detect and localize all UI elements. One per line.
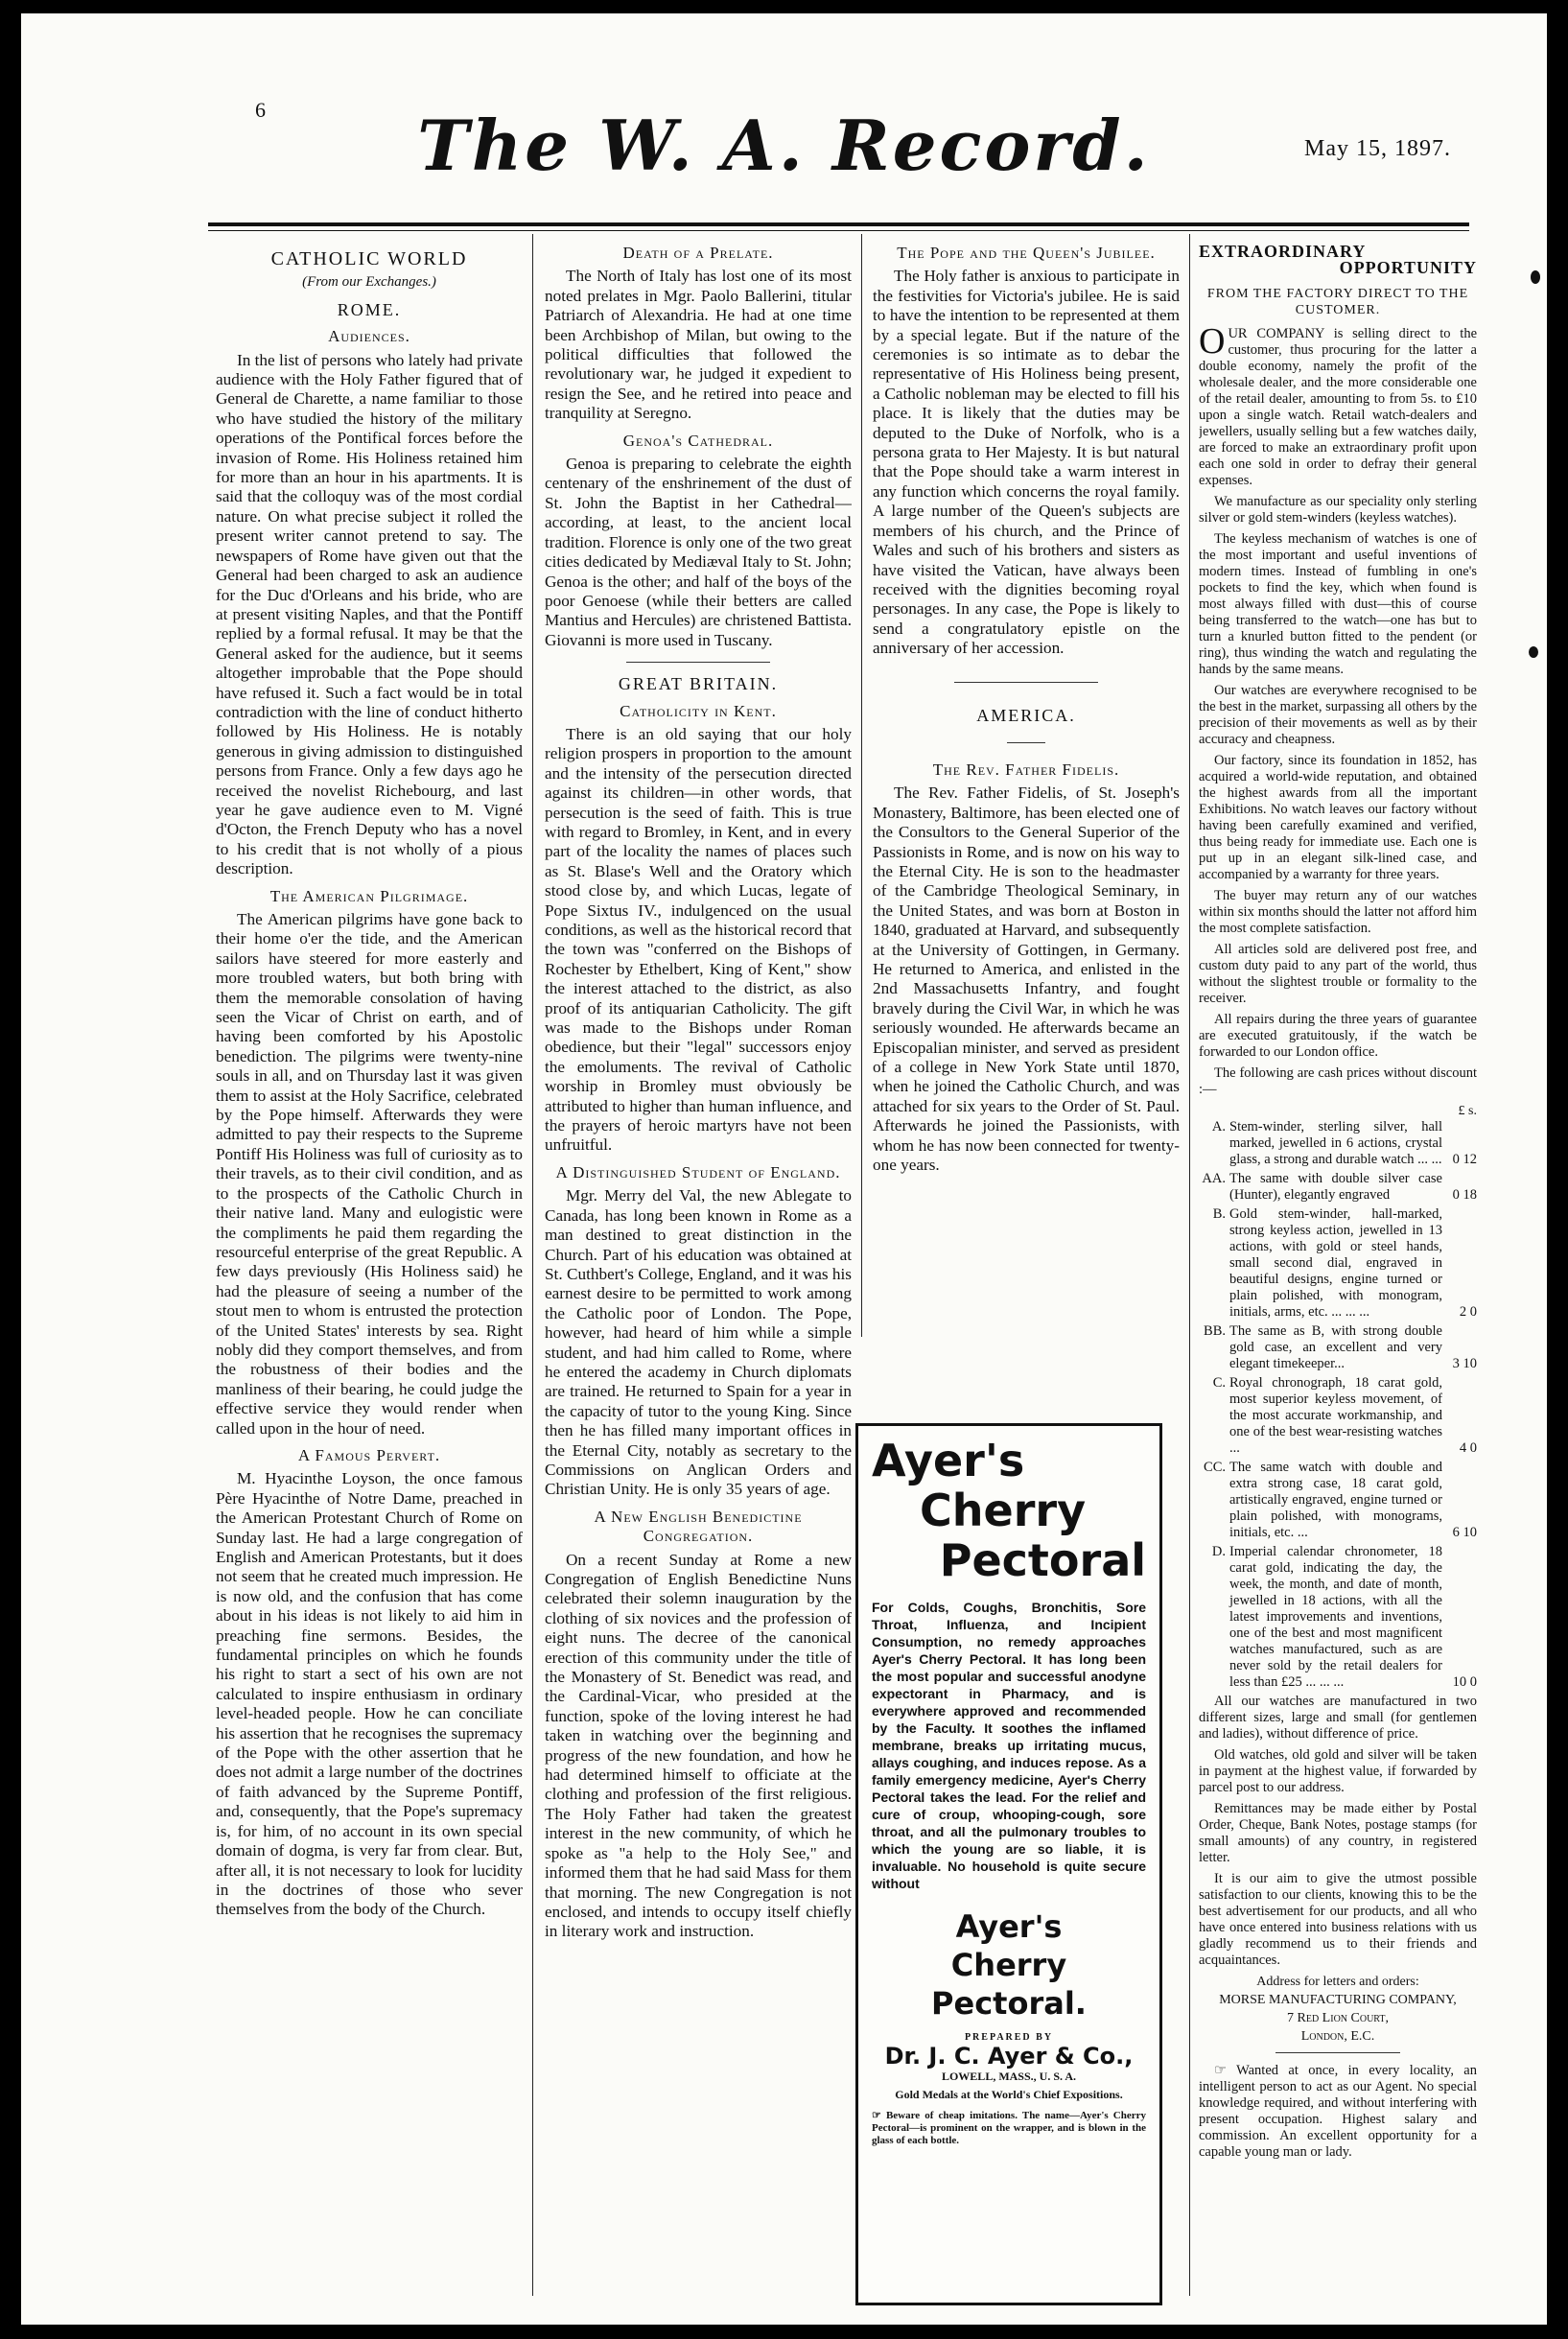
column-rule (1189, 234, 1190, 2296)
advert-intro (1199, 321, 1477, 489)
city: London, E.C. (1300, 2029, 1375, 2044)
ad-logo-line: Ayer's (955, 1908, 1063, 1945)
price-list (1199, 1119, 1477, 1691)
price-row (1199, 1171, 1477, 1204)
ink-blot (1529, 646, 1538, 658)
price-amount: 10 0 (1452, 1674, 1477, 1690)
price-row (1199, 1206, 1477, 1321)
price-code: C. (1212, 1375, 1226, 1391)
column-watch-advert (1199, 244, 1477, 2296)
article-heading: Audiences. (328, 327, 410, 346)
advert-paragraph: Our watches are everywhere recognised to be the best in the market, surpassing all others by the precision of their movements as well as by their accuracy and cheapness. (1199, 683, 1477, 747)
article-heading: Catholicity in Kent. (620, 701, 777, 720)
masthead-title: The W. A. Record. (417, 105, 1151, 186)
advert-paragraph: All repairs during the three years of guarantee are executed gratuitously, if the watch be forwarded to our London office. (1199, 1012, 1477, 1060)
article-heading: A New English Benedictine Congregation. (594, 1507, 803, 1546)
advert-paragraph: The buyer may return any of our watches within six months should the latter not afford him the most complete satisfaction. (1199, 888, 1477, 936)
price-description: The same as B, with strong double gold case, an excellent and very elegant timekeeper... (1229, 1323, 1442, 1371)
price-row (1199, 1544, 1477, 1691)
divider (1007, 742, 1045, 743)
advert-paragraph: We manufacture as our speciality only sterling silver or gold stem-winders (keyless watches). (1199, 494, 1477, 526)
column-two (545, 244, 852, 2296)
article-heading: Death of a Prelate. (622, 244, 774, 262)
article-body: Mgr. Merry del Val, the new Ablegate to Canada, has long been known in Rome as a man destined to great distinction in the Church. Part of his education was obtained at St. Cuthbert's College, England, and it was his earnest desire to be permitted to work among the Catholic poor of London. The Pope, however, had heard of him while a simple student, and had him called to Rome, where he entered the academy in Church diplomats are trained. He returned to Spain for a year in the capacity of tutor to the young King. Since then he has filled many important offices in the Eternal City, notably as secretary to the Commissions on Anglican Orders and Christian Unity. He is only 35 years of age. (545, 1186, 852, 1499)
price-description: Royal chronograph, 18 carat gold, most superior keyless movement, of the most accurate workmanship, and one of the best wear-resisting watches ... (1229, 1375, 1442, 1456)
price-code: A. (1211, 1119, 1226, 1134)
price-description: Imperial calendar chronometer, 18 carat gold, indicating the day, the week, the month, and date of month, jewelled in 18 actions, with all the latest improvements and inventions, one of the best and most magnificent watches manufactured, such as are never sold by the retail dealers for less than £25 ... ... ... (1229, 1544, 1442, 1690)
price-amount: 2 0 (1459, 1304, 1477, 1320)
divider (1275, 2052, 1400, 2053)
price-amount: 0 18 (1452, 1187, 1477, 1203)
divider (626, 662, 770, 663)
price-row (1199, 1119, 1477, 1168)
ad-brand-line: Pectoral (939, 1534, 1146, 1586)
section-title: CATHOLIC WORLD (270, 248, 468, 269)
ad-logo-line: Cherry (950, 1947, 1067, 1983)
article-body: The Holy father is anxious to participate in the festivities for Victoria's jubilee. He is said to have the intention to be represented at them by a special legate. But if the nature of the ceremonies is so intimate as to debar the representative of His Holiness being present, a Catholic nobleman may be elected to fill his place. It is likely that the duties may be deputed to the Duke of Norfolk, who is a persona grata to Her Majesty. It is but natural that the Pope should take a warm interest in any function which concerns the royal family. A large number of the Queen's subjects are members of his church, and the Prince of Wales and such of his brothers and sisters as have visited the Vatican, have always been received with the dignities becoming royal personages. In any case, the Pope is likely to send a congratulatory epistle on the anniversary of her accession. (873, 267, 1180, 658)
header-rule (208, 222, 1469, 226)
price-description: The same with double silver case (Hunter), elegantly engraved (1229, 1171, 1442, 1203)
price-row (1199, 1323, 1477, 1372)
issue-date: May 15, 1897. (1304, 136, 1451, 161)
advert-paragraph: All our watches are manufactured in two different sizes, large and small (for gentlemen and ladies), without difference of price. (1199, 1694, 1477, 1742)
advert-paragraph: The keyless mechanism of watches is one of the most important and useful inventions of modern times. Instead of fumbling in one's pockets to find the key, which when found is most always filled with dust—this of course being transferred to the watch—one has but to turn a knurled button fitted to the pendent (or ring), thus winding the watch and regulating the hands by the same means. (1199, 531, 1477, 677)
article-heading: A Famous Pervert. (297, 1445, 441, 1464)
ad-town: LOWELL, MASS., U. S. A. (941, 2070, 1077, 2083)
ad-prepared-by: PREPARED BY (964, 2032, 1054, 2043)
price-amount: 3 10 (1452, 1356, 1477, 1371)
price-code: BB. (1204, 1323, 1226, 1339)
article-heading: The Rev. Father Fidelis. (932, 760, 1120, 779)
column-catholic-world (216, 244, 523, 2296)
article-body: M. Hyacinthe Loyson, the once famous Père Hyacinthe of Notre Dame, preached in the American Protestant Church of Rome on Sunday last. He had a large congregation of English and American Protestants, but it does not seem that he created much impression. He is now old, and the confusion that has come about in his ideas is not likely to aid him in preaching fine sermons. Besides, the fundamental principles on which he founds his right to start a sect of his own are not calculated to inspire enthusiasm in ordinary level-headed people. How he can conciliate his assertion that he recognises the supremacy of the Pope with the other assertion that he does not admit a large number of the doctrines of faith advanced by the Supreme Pontiff, and, consequently, that the Pope's supremacy is, for him, of no account in its own special domain of dogma, is very far from clear. But, after all, it is not necessary to look for lucidity in the doctrines of those who sever themselves from the body of the Church. (216, 1469, 523, 1919)
divider (954, 682, 1098, 683)
advert-subheading: FROM THE FACTORY DIRECT TO THE CUSTOMER. (1206, 287, 1469, 317)
price-amount: 4 0 (1459, 1440, 1477, 1456)
advert-paragraph: Remittances may be made either by Postal Order, Cheque, Bank Notes, postage stamps (for small amounts) of any country, in registered letter. (1199, 1801, 1477, 1865)
price-amount: 6 10 (1452, 1525, 1477, 1540)
page-number: 6 (255, 98, 266, 122)
drop-cap: O (1199, 321, 1226, 362)
ad-firm-name: Dr. J. C. Ayer & Co., (884, 2043, 1134, 2070)
advert-intro-text: UR COMPANY is selling direct to the customer, thus procuring for the latter a double economy, namely the profit of the wholesale dealer, and the more considerable one of the retail dealer, amounting to from 5s. to £10 upon a single watch. Retail watch-dealers and jewellers, usually selling but a few watches daily, are forced to make an extraordinary profit upon each one sold in order to defray their general expenses. (1199, 326, 1477, 488)
advert-paragraph: It is our aim to give the utmost possible satisfaction to our clients, knowing this to be the best advertisement for our products, and all who have once entered into business relations with us gladly recommend us to their friends and acquaintances. (1199, 1871, 1477, 1968)
advert-paragraph: Our factory, since its foundation in 1852, has acquired a world-wide reputation, and obtained the highest awards from all the important Exhibitions. No watch leaves our factory without having been carefully examined and verified, thus being ready for immediate use. Each one is put up in an elegant silk-lined case, and accompanied by a warranty for three years. (1199, 753, 1477, 882)
article-heading: The Pope and the Queen's Jubilee. (897, 244, 1156, 262)
ad-beware: ☞ Beware of cheap imitations. The name—Ayer's Cherry Pectoral—is prominent on the wrapper, and is blown in the glass of each bottle. (872, 2110, 1146, 2146)
region-heading: GREAT BRITAIN. (618, 674, 779, 694)
article-heading: A Distinguished Student of England. (555, 1162, 841, 1181)
article-body: In the list of persons who lately had private audience with the Holy Father figured that of General de Charette, a name familiar to those who have studied the history of the military operations of the Pontifical forces before the invasion of Rome. His Holiness retained him for more than an hour in his apartments. It is said that the colloquy was of the most cordial nature. On what precise subject it rolled the present writer cannot pretend to say. The newspapers of Rome have given out that the General had been charged to ask an audience for the Duc d'Orleans and his bride, who are at present visiting Naples, and that the Pontiff replied by a formal refusal. It may be that the General asked for the audience, but it seems altogether improbable that the Pope should have refused it. Such a fact would be in total contradiction with the line of conduct hitherto followed by His Holiness. He is notably generous in giving admission to distinguished persons from France. Only a few days ago he received the novelist Richebourg, and last year he gave audience even to M. Vigné d'Octon, the French Deputy who has a novel to his credit that is not wholly of a pious description. (216, 350, 523, 878)
article-body: The Rev. Father Fidelis, of St. Joseph's Monastery, Baltimore, has been elected one of the Consultors to the General Superior of the Passionists in Rome, and is now on his way to the Eternal City. He is son to the headmaster of the Cambridge Theological Seminary, in the United States, and was born at Boston in 1840, graduated at Harvard, and subsequently at the University of Gottingen, in Germany. He returned to America, and enlisted in the 2nd Massachusetts Infantry, and fought bravely during the Civil War, in which he was seriously wounded. He afterwards became an Episcopalian minister, and served as president of a college in New York State until 1870, when he joined the Catholic Church, and was attached for six years to the Order of St. Paul. Afterwards he joined the Passionists, with whom he has now been connected for twenty-one years. (873, 784, 1180, 1175)
column-rule (861, 234, 862, 1337)
region-heading: ROME. (337, 299, 402, 319)
article-heading: Genoa's Cathedral. (622, 431, 774, 450)
price-description: Stem-winder, sterling silver, hall marked, jewelled in 6 actions, crystal glass, a strong and durable watch ... ... (1229, 1119, 1442, 1167)
ad-medals: Gold Medals at the World's Chief Expositions. (895, 2088, 1123, 2101)
advert-paragraph: Old watches, old gold and silver will be taken in payment at the highest value, if forwarded by parcel post to our address. (1199, 1747, 1477, 1795)
price-code: D. (1211, 1544, 1226, 1559)
column-rule (532, 234, 533, 2296)
column-three (873, 244, 1180, 1346)
price-code: AA. (1202, 1171, 1226, 1186)
wanted-notice: ☞ Wanted at once, in every locality, an intelligent person to act as our Agent. No special knowledge required, and without interfering with present occupation. Highest salary and commission. An excellent opportunity for a capable young man or lady. (1199, 2063, 1477, 2160)
ad-body: For Colds, Coughs, Bronchitis, Sore Throat, Influenza, and Incipient Consumption, no remedy approaches Ayer's Cherry Pectoral. It has long been the most popular and successful anodyne expectorant in Pharmacy, and is everywhere approved and recommended by the Faculty. It soothes the inflamed membrane, breaks up irritating mucus, allays coughing, and induces repose. As a family emergency medicine, Ayer's Cherry Pectoral takes the lead. For the relief and cure of croup, whooping-cough, sore throat, and all the pulmonary troubles to which the young are so liable, it is invaluable. No household is quite secure without (872, 1600, 1146, 1891)
advert-paragraph: All articles sold are delivered post free, and custom duty paid to any part of the world, thus without the slightest trouble or formality to the receiver. (1199, 942, 1477, 1006)
price-code: CC. (1204, 1460, 1226, 1475)
price-description: The same watch with double and extra strong case, 18 carat gold, artistically engraved, engine turned or plain polished, with monograms, initials, etc. ... (1229, 1460, 1442, 1540)
ad-brand-line: Cherry (920, 1485, 1087, 1536)
company-name: MORSE MANUFACTURING COMPANY, (1219, 1993, 1457, 2007)
price-code: B. (1212, 1206, 1226, 1222)
newspaper-page (21, 13, 1547, 2325)
price-row (1199, 1375, 1477, 1457)
article-body: The North of Italy has lost one of its most noted prelates in Mgr. Paolo Ballerini, titular Patriarch of Alexandria. He had at one time been Archbishop of Milan, but owing to the political difficulties that followed the revolutionary war, he judged it expedient to resign the See, and he retired into peace and tranquility at Seregno. (545, 267, 852, 423)
price-row (1199, 1460, 1477, 1541)
ad-brand-line: Ayer's (872, 1435, 1025, 1486)
region-heading: AMERICA. (976, 705, 1076, 725)
price-amount: 0 12 (1452, 1152, 1477, 1167)
article-body: The American pilgrims have gone back to their home o'er the tide, and the American sailors have steered for more easterly and more troubled waters, but both bring with them the memorable consolation of having seen the Vicar of Christ on earth, and of having been comforted by his Apostolic benediction. The pilgrims were twenty-nine souls in all, and on Thursday last it was given them to assist at the Holy Sacrifice, celebrated by the Pope himself. Afterwards they were admitted to pay their respects to the Supreme Pontiff His Holiness was full of curiosity as to their travels, as to their civil condition, and as to the prospects of the Catholic Church in their native land. Many and eulogistic were the compliments he paid them regarding the resourceful enterprise of the great Republic. A few days previously (His Holiness said) he had the pleasure of seeing a number of the stout men to whom is entrusted the protection of the United States' interests by sea. Right nobly did they comport themselves, and from the robustness of their bodies and the manliness of their bearing, he could judge the effective service they would render when called upon in the hour of need. (216, 910, 523, 1438)
header-rule-thin (208, 230, 1469, 231)
article-heading: The American Pilgrimage. (269, 886, 469, 905)
article-body: On a recent Sunday at Rome a new Congregation of English Benedictine Nuns celebrated their solemn inauguration by the clothing of six novices and the profession of eight nuns. The decree of the canonical erection of this community under the title of the Monastery of St. Benedict was read, and the Cardinal-Vicar, who presided at the function, spoke of the loving interest he had taken in watching over the beginning and progress of the new foundation, and how he had determined himself to officiate at the clothing and profession of the first religious. The Holy Father had taken the greatest interest in the new community, of which he spoke as "a help to the Holy See," and informed them that he had said Mass for them that morning. The new Congregation is not enclosed, and intends to occupy itself chiefly in literary work and instruction. (545, 1550, 852, 1941)
advert-headline: OPPORTUNITY (1339, 258, 1477, 277)
address-heading: Address for letters and orders: (1256, 1975, 1419, 1989)
price-units: £ s. (1458, 1104, 1477, 1118)
street-address: 7 Red Lion Court, (1287, 2011, 1389, 2025)
article-body: There is an old saying that our holy religion prospers in proportion to the amount and the intensity of the persecution directed against its children—in other words, that persecution is the seed of faith. This is true with regard to Bromley, in Kent, and in every part of the locality the names of places such as St. Blase's Well and the Oratory which stood close by, and which Lucas, legate of Pope Sixtus IV., indulgenced on the usual conditions, as well as the historical record that the town was "conferred on the Bishops of Rochester by Ethelbert, King of Kent," show the interest attached to the district, as also proof of its antiquarian Catholicity. The gift was made to the Bishops under Roman obedience, but their "legal" successors enjoy the emoluments. The revival of Catholic worship in Bromley must obviously be attributed to higher than human influence, and the prayers of heroic martyrs have not been unfruitful. (545, 724, 852, 1155)
section-subtitle: (From our Exchanges.) (302, 274, 436, 291)
ad-logo-line: Pectoral. (931, 1985, 1087, 2022)
ayers-cherry-pectoral-ad (855, 1423, 1162, 2305)
price-description: Gold stem-winder, hall-marked, strong keyless action, jewelled in 13 actions, with gold or steel hands, small second dial, engraved in beautiful designs, engine turned or plain polished, with monogram, initials, arms, etc. ... ... ... (1229, 1206, 1442, 1320)
ink-blot (1531, 270, 1540, 284)
advert-paragraph: The following are cash prices without discount :— (1199, 1065, 1477, 1097)
article-body: Genoa is preparing to celebrate the eighth centenary of the enshrinement of the dust of St. John the Baptist in her Cathedral—according, at least, to the ancient local tradition. Florence is only one of the two great cities dedicated by Mediæval Italy to St. John; Genoa is the other; and half of the boys of the poor Genoese (while their betters are called Mantius and Hercules) are christened Battista. Giovanni is more used in Tuscany. (545, 455, 852, 649)
advert-headline: EXTRAORDINARY (1199, 244, 1367, 261)
